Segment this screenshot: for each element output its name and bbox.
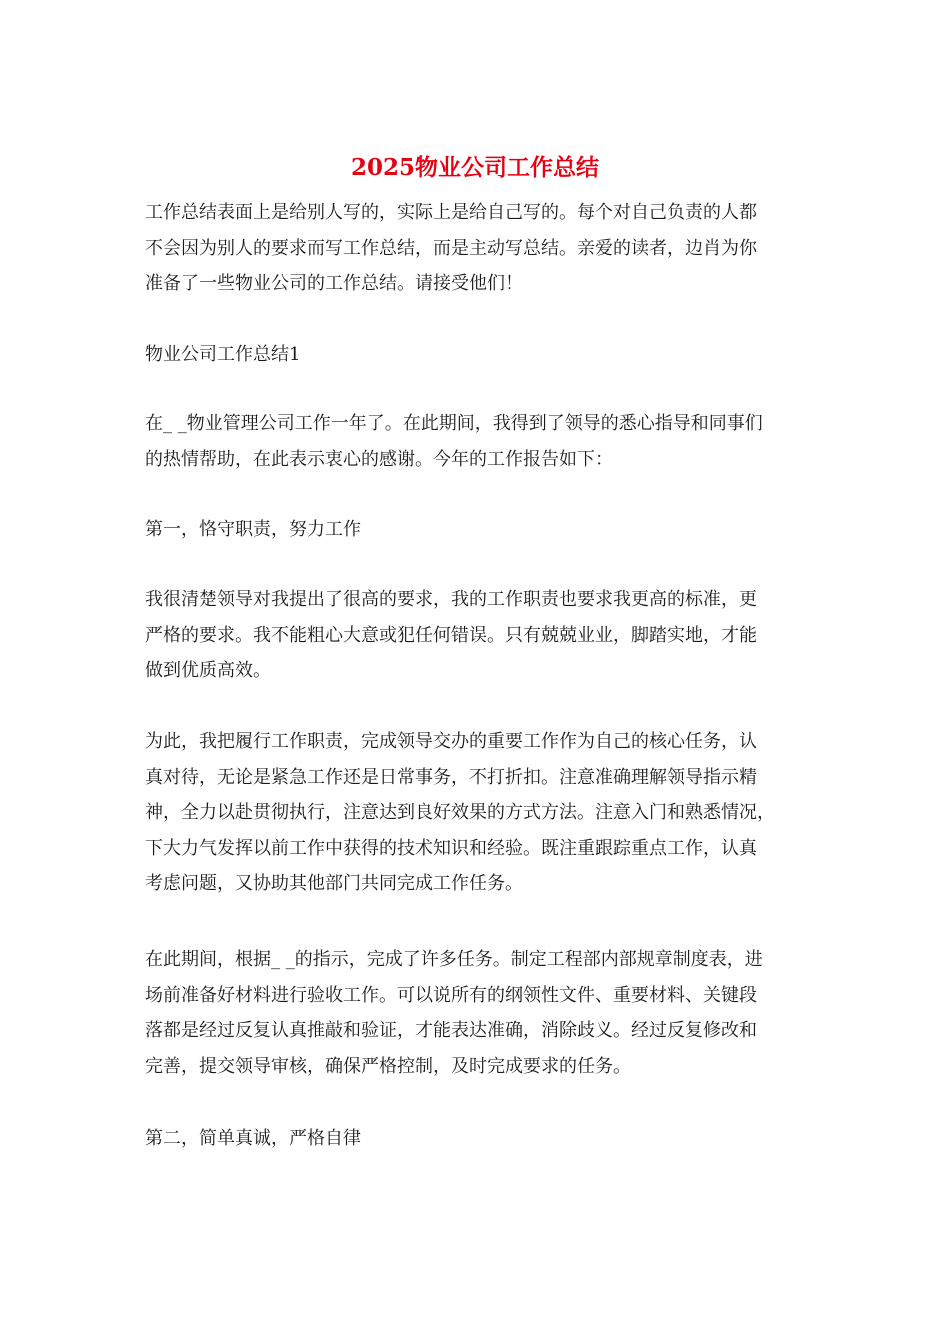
intro-paragraph [145,195,810,302]
text-line: 不会因为别人的要求而写工作总结，而是主动写总结。亲爱的读者，边肖为你 [145,237,757,259]
text-line: 我很清楚领导对我提出了很高的要求，我的工作职责也要求我更高的标准，更 [145,589,757,610]
text-line: 第一，恪守职责，努力工作 [145,519,361,540]
subheading [145,1121,810,1157]
body-paragraph [145,406,810,477]
body-paragraph [145,942,810,1084]
body-paragraph [145,582,810,689]
text-line: 在此期间，根据_ _的指示，完成了许多任务。制定工程部内部规章制度表，进 [145,949,763,970]
text-line: 第二，简单真诚，严格自律 [145,1128,361,1149]
text-line: 落都是经过反复认真推敲和验证，才能表达准确，消除歧义。经过反复修改和 [145,1020,757,1041]
text-line: 神，全力以赴贯彻执行，注意达到良好效果的方式方法。注意入门和熟悉情况， [145,802,775,823]
text-line: 准备了一些物业公司的工作总结。请接受他们！ [145,273,523,294]
text-line: 真对待，无论是紧急工作还是日常事务，不打折扣。注意准确理解领导指示精 [145,766,757,788]
text-line: 工作总结表面上是给别人写的，实际上是给自己写的。每个对自己负责的人都 [145,202,757,223]
section-heading [145,337,810,373]
text-line: 物业公司工作总结1 [145,344,301,365]
text-line: 考虑问题，又协助其他部门共同完成工作任务。 [145,873,523,894]
document-title: 2025物业公司工作总结 [350,154,599,181]
text-line: 场前准备好材料进行验收工作。可以说所有的纲领性文件、重要材料、关键段 [145,984,757,1006]
text-line: 在_ _物业管理公司工作一年了。在此期间，我得到了领导的悉心指导和同事们 [145,413,763,434]
text-line: 下大力气发挥以前工作中获得的技术知识和经验。既注重跟踪重点工作，认真 [145,837,757,859]
text-line: 做到优质高效。 [145,660,271,681]
text-line: 完善，提交领导审核，确保严格控制，及时完成要求的任务。 [145,1055,631,1077]
body-paragraph [145,724,810,902]
text-line: 的热情帮助，在此表示衷心的感谢。今年的工作报告如下： [145,448,613,470]
subheading [145,512,810,548]
text-line: 严格的要求。我不能粗心大意或犯任何错误。只有兢兢业业，脚踏实地，才能 [145,624,757,646]
text-line: 为此，我把履行工作职责，完成领导交办的重要工作作为自己的核心任务，认 [145,731,757,752]
